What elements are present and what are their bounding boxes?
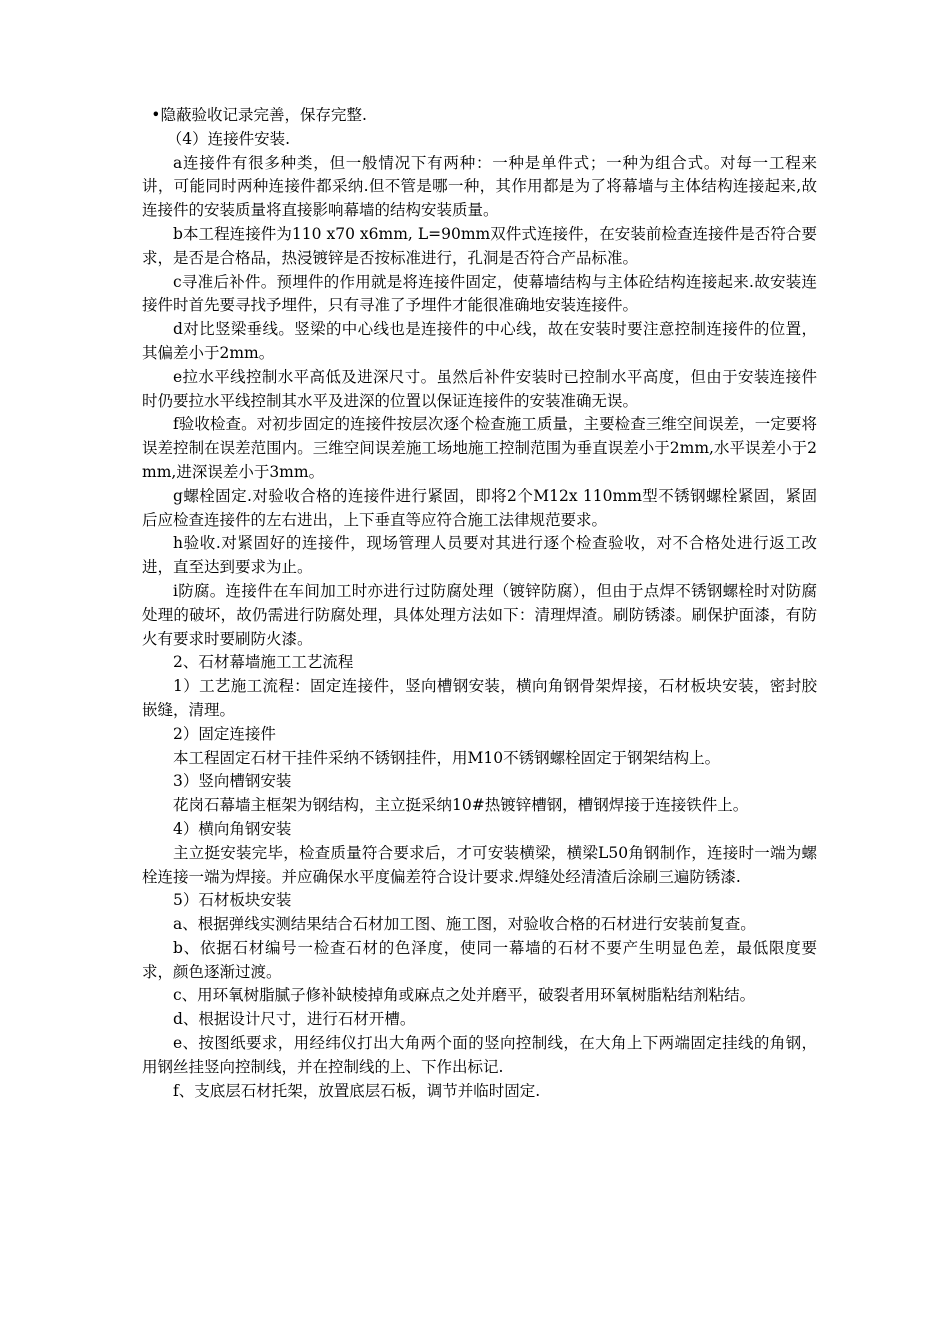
paragraph-horizontal-angle-steel: 主立挺安装完毕，检查质量符合要求后，才可安装横梁，横梁L50角钢制作，连接时一端为螺栓连接一端为焊接。并应确保水平度偏差符合设计要求.焊缝处经清渣后涂刷三遍防锈漆. bbox=[142, 843, 817, 886]
paragraph-item-e: e拉水平线控制水平高低及进深尺寸。虽然后补件安装时已控制水平高度，但由于安装连接件时仍要拉水平线控制其水平及进深的位置以保证连接件的安装准确无误。 bbox=[142, 367, 817, 410]
paragraph-item-c: c寻准后补件。预埋件的作用就是将连接件固定，使幕墙结构与主体砼结构连接起来.故安装连接件时首先要寻找予埋件，只有寻准了予埋件才能很准确地安装连接件。 bbox=[142, 272, 817, 315]
paragraph-item-g: g螺栓固定.对验收合格的连接件进行紧固，即将2个M12x 110mm型不锈钢螺栓紧固，紧固后应检查连接件的左右进出，上下垂直等应符合施工法律规范要求。 bbox=[142, 486, 817, 529]
paragraph-hidden-inspection-record: •隐蔽验收记录完善，保存完整. bbox=[151, 106, 367, 124]
paragraph-stone-c: c、用环氧树脂腻子修补缺棱掉角或麻点之处并磨平，破裂者用环氧树脂粘结剂粘结。 bbox=[173, 986, 756, 1005]
paragraph-item-f: f验收检查。对初步固定的连接件按层次逐个检查施工质量，主要检查三维空间误差，一定要将误差控制在误差范围内。三维空间误差施工场地施工控制范围为垂直误差小于2mm,水平误差小于2mm,进深误差小于3mm。 bbox=[142, 415, 817, 481]
paragraph-stone-f: f、支底层石材托架，放置底层石板，调节并临时固定. bbox=[173, 1081, 541, 1100]
section-heading-stone-curtain-wall: 2、石材幕墙施工工艺流程 bbox=[173, 653, 354, 672]
subheading-vertical-channel-steel: 3）竖向槽钢安装 bbox=[173, 772, 292, 791]
subheading-fix-connectors: 2）固定连接件 bbox=[173, 724, 276, 743]
paragraph-item-h: h验收.对紧固好的连接件，现场管理人员要对其进行逐个检查验收，对不合格处进行返工改进，直至达到要求为止。 bbox=[142, 534, 817, 577]
paragraph-item-d: d对比竖梁垂线。竖梁的中心线也是连接件的中心线，故在安装时要注意控制连接件的位置，其偏差小于2mm。 bbox=[142, 320, 817, 362]
paragraph-stone-d: d、根据设计尺寸，进行石材开槽。 bbox=[173, 1010, 416, 1029]
paragraph-vertical-channel-steel: 花岗石幕墙主框架为钢结构，主立挺采纳10#热镀锌槽钢，槽钢焊接于连接铁件上。 bbox=[173, 796, 749, 815]
subheading-horizontal-angle-steel: 4）横向角钢安装 bbox=[173, 819, 292, 838]
section-heading-connector-install: （4）连接件安装. bbox=[166, 129, 291, 148]
paragraph-item-i: i防腐。连接件在车间加工时亦进行过防腐处理（镀锌防腐），但由于点焊不锈钢螺栓时对防腐处理的破坏，故仍需进行防腐处理，具体处理方法如下：清理焊渣。刷防锈漆。刷保护面漆，有防火有要求时要刷防火漆。 bbox=[142, 581, 817, 648]
paragraph-fix-connectors: 本工程固定石材干挂件采纳不锈钢挂件，用M10不锈钢螺栓固定于钢架结构上。 bbox=[173, 748, 721, 767]
paragraph-stone-e: e、按图纸要求，用经纬仪打出大角两个面的竖向控制线，在大角上下两端固定挂线的角钢，用钢丝挂竖向控制线，并在控制线的上、下作出标记. bbox=[142, 1034, 817, 1076]
document-page bbox=[142, 104, 817, 1103]
subheading-stone-panel-install: 5）石材板块安装 bbox=[173, 891, 292, 910]
paragraph-item-b: b本工程连接件为110 x70 x6mm, L=90mm双件式连接件，在安装前检查连接件是否符合要求，是否是合格品，热浸镀锌是否按标准进行，孔洞是否符合产品标准。 bbox=[142, 224, 817, 267]
paragraph-item-a: a连接件有很多种类，但一般情况下有两种：一种是单件式；一种为组合式。对每一工程来讲，可能同时两种连接件都采纳.但不管是哪一种，其作用都是为了将幕墙与主体结构连接起来,故连接件的安装质量将直接影响幕墙的结构安装质量。 bbox=[142, 153, 817, 220]
paragraph-stone-b: b、依据石材编号一检查石材的色泽度，使同一幕墙的石材不要产生明显色差，最低限度要求，颜色逐渐过渡。 bbox=[142, 938, 817, 981]
paragraph-process-flow: 1）工艺施工流程：固定连接件，竖向槽钢安装，横向角钢骨架焊接，石材板块安装，密封胶嵌缝，清理。 bbox=[142, 677, 817, 719]
paragraph-stone-a: a、根据弹线实测结果结合石材加工图、施工图，对验收合格的石材进行安装前复查。 bbox=[173, 915, 756, 934]
